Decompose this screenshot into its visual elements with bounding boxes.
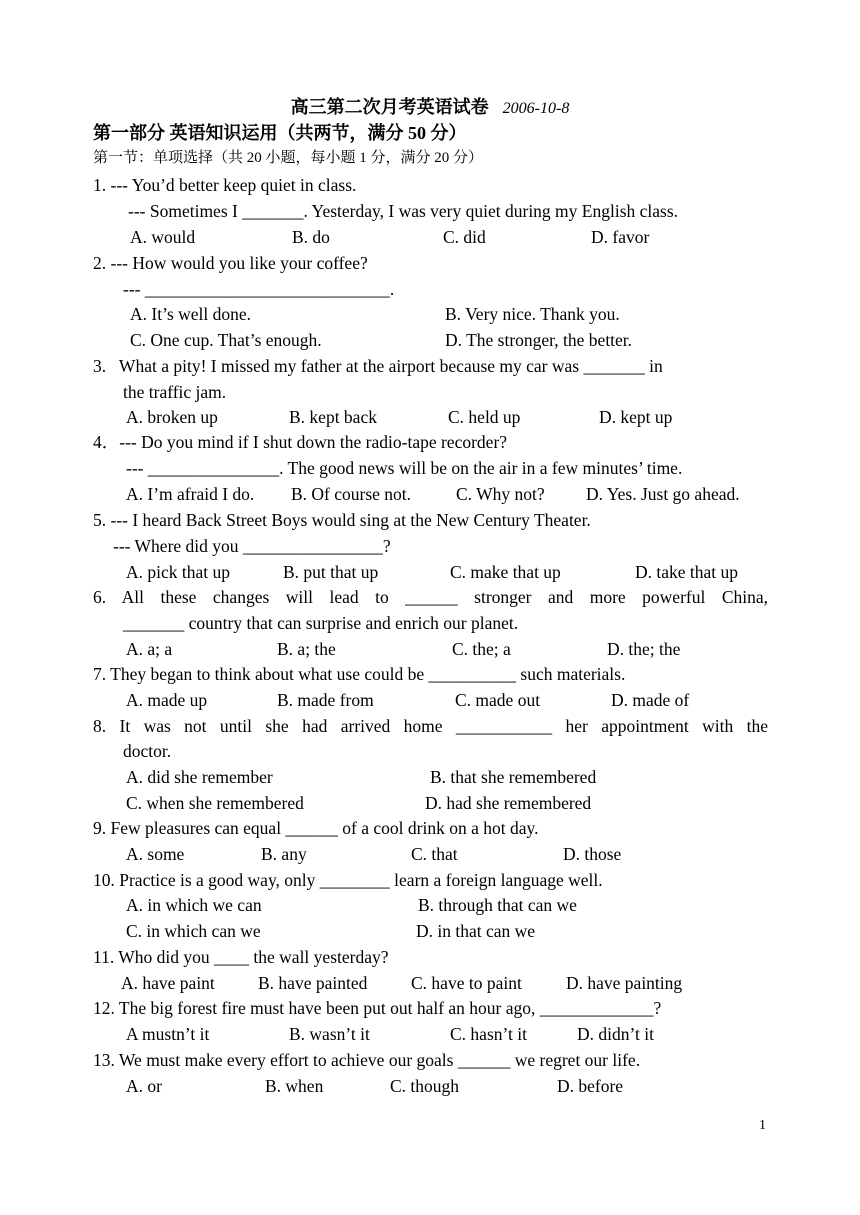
q13-option-c: C. though: [390, 1076, 460, 1096]
question-5-response: --- Where did you ________________?: [113, 536, 391, 556]
question-9: 9. Few pleasures can equal ______ of a cool drink on a hot day.: [93, 818, 539, 838]
question-6-cont: _______ country that can surprise and enrich our planet.: [123, 613, 519, 633]
q8-option-c: C. when she remembered: [126, 793, 304, 813]
q1-option-d: D. favor: [591, 227, 650, 247]
question-2: 2. --- How would you like your coffee?: [93, 253, 368, 273]
q13-option-a: A. or: [126, 1076, 162, 1096]
q8-option-a: A. did she remember: [126, 767, 273, 787]
q3-option-c: C. held up: [448, 407, 521, 427]
q3-option-b: B. kept back: [289, 407, 377, 427]
part-heading: 第一部分 英语知识运用（共两节，满分 50 分）: [93, 123, 467, 143]
q12-option-c: C. hasn’t it: [450, 1024, 527, 1044]
q10-option-d: D. in that can we: [416, 921, 536, 941]
q10-option-a: A. in which we can: [126, 895, 262, 915]
question-3: 3. What a pity! I missed my father at the airport because my car was _______ in: [93, 356, 663, 376]
q13-option-d: D. before: [557, 1076, 624, 1096]
q1-option-c: C. did: [443, 227, 486, 247]
question-3-cont: the traffic jam.: [123, 382, 227, 402]
q10-option-b: B. through that can we: [418, 895, 577, 915]
q5-option-d: D. take that up: [635, 562, 739, 582]
question-10: 10. Practice is a good way, only ________ learn a foreign language well.: [93, 870, 603, 890]
q2-option-a: A. It’s well done.: [130, 304, 252, 324]
q11-option-b: B. have painted: [258, 973, 368, 993]
exam-date: 2006-10-8: [502, 100, 570, 117]
q4-option-d: D. Yes. Just go ahead.: [586, 484, 740, 504]
q12-option-a: A mustn’t it: [126, 1024, 210, 1044]
question-12: 12. The big forest fire must have been put out half an hour ago, _____________?: [93, 998, 662, 1018]
q2-option-d: D. The stronger, the better.: [445, 330, 633, 350]
q7-option-b: B. made from: [277, 690, 374, 710]
q8-option-d: D. had she remembered: [425, 793, 592, 813]
q11-option-a: A. have paint: [121, 973, 215, 993]
q2-option-b: B. Very nice. Thank you.: [445, 304, 620, 324]
exam-title: [0, 96, 860, 120]
question-13: 13. We must make every effort to achieve our goals ______ we regret our life.: [93, 1050, 641, 1070]
question-2-response: --- ____________________________.: [123, 279, 395, 299]
q10-option-c: C. in which can we: [126, 921, 261, 941]
q12-option-b: B. wasn’t it: [289, 1024, 370, 1044]
q5-option-a: A. pick that up: [126, 562, 231, 582]
q3-option-d: D. kept up: [599, 407, 673, 427]
q8-option-b: B. that she remembered: [430, 767, 597, 787]
q13-option-b: B. when: [265, 1076, 324, 1096]
question-7: 7. They began to think about what use could be __________ such materials.: [93, 664, 626, 684]
question-1-response: --- Sometimes I _______. Yesterday, I was very quiet during my English class.: [128, 201, 679, 221]
q9-option-b: B. any: [261, 844, 307, 864]
question-8: 8. It was not until she had arrived home ___________ her appointment with the: [93, 716, 768, 736]
q5-option-c: C. make that up: [450, 562, 561, 582]
q11-option-c: C. have to paint: [411, 973, 522, 993]
q6-option-b: B. a; the: [277, 639, 336, 659]
q6-option-d: D. the; the: [607, 639, 681, 659]
q4-option-a: A. I’m afraid I do.: [126, 484, 255, 504]
title-text: 高三第二次月考英语试卷: [290, 97, 489, 117]
q7-option-d: D. made of: [611, 690, 690, 710]
q11-option-d: D. have painting: [566, 973, 683, 993]
q7-option-a: A. made up: [126, 690, 208, 710]
q5-option-b: B. put that up: [283, 562, 379, 582]
q6-option-a: A. a; a: [126, 639, 173, 659]
question-8-cont: doctor.: [123, 741, 172, 761]
question-6: 6. All these changes will lead to ______ stronger and more powerful China,: [93, 587, 768, 607]
q7-option-c: C. made out: [455, 690, 541, 710]
q12-option-d: D. didn’t it: [577, 1024, 654, 1044]
q9-option-a: A. some: [126, 844, 185, 864]
q1-option-b: B. do: [292, 227, 330, 247]
q3-option-a: A. broken up: [126, 407, 218, 427]
q9-option-c: C. that: [411, 844, 458, 864]
question-1: 1. --- You’d better keep quiet in class.: [93, 175, 357, 195]
q1-option-a: A. would: [130, 227, 196, 247]
question-5: 5. --- I heard Back Street Boys would sing at the New Century Theater.: [93, 510, 591, 530]
question-4-response: --- _______________. The good news will be on the air in a few minutes’ time.: [126, 458, 683, 478]
question-11: 11. Who did you ____ the wall yesterday?: [93, 947, 389, 967]
q6-option-c: C. the; a: [452, 639, 511, 659]
q4-option-c: C. Why not?: [456, 484, 545, 504]
question-4: 4．--- Do you mind if I shut down the radio-tape recorder?: [93, 432, 508, 452]
q4-option-b: B. Of course not.: [291, 484, 412, 504]
page-number: 1: [759, 1118, 766, 1133]
section-heading: 第一节：单项选择（共 20 小题，每小题 1 分，满分 20 分）: [93, 150, 484, 166]
q9-option-d: D. those: [563, 844, 622, 864]
q2-option-c: C. One cup. That’s enough.: [130, 330, 322, 350]
